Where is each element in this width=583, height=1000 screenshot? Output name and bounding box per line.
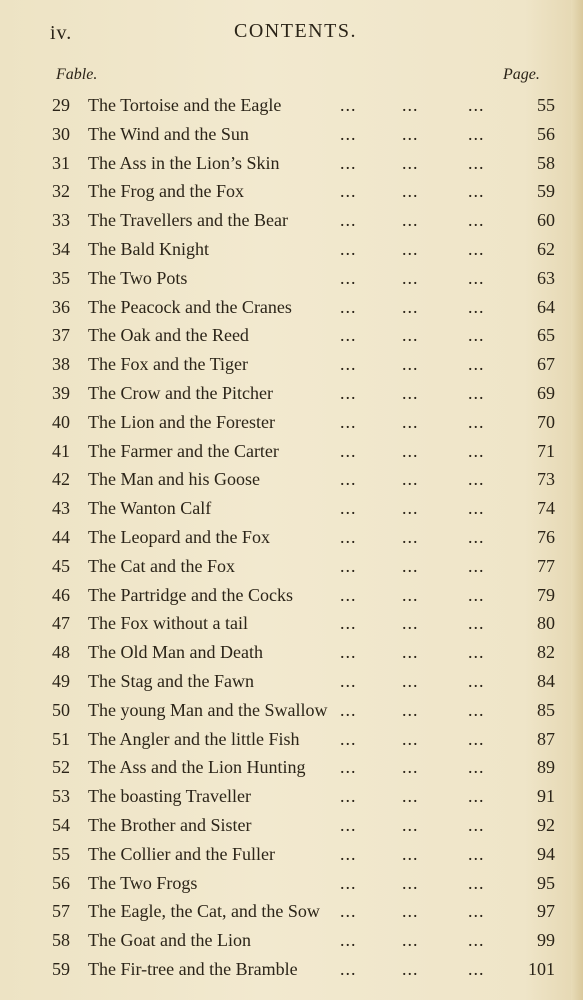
dot-leader: ... (468, 757, 485, 778)
running-title: CONTENTS. (234, 20, 357, 42)
dot-leader: ... (402, 411, 419, 432)
dot-leader: ... (402, 872, 419, 893)
fable-number: 40 (52, 411, 70, 432)
dot-leader: ... (402, 382, 419, 403)
contents-entry (0, 552, 583, 581)
fable-number: 44 (52, 526, 70, 547)
dot-leader: ... (340, 555, 357, 576)
contents-entry (0, 206, 583, 235)
page-reference: 74 (537, 498, 555, 519)
dot-leader: ... (468, 267, 485, 288)
fable-title: The Brother and Sister (88, 814, 252, 835)
dot-leader: ... (340, 843, 357, 864)
contents-entry (0, 581, 583, 610)
dot-leader: ... (402, 238, 419, 259)
dot-leader: ... (402, 498, 419, 519)
dot-leader: ... (468, 181, 485, 202)
dot-leader: ... (468, 469, 485, 490)
page-reference: 94 (537, 843, 555, 864)
fable-title: The Goat and the Lion (88, 930, 251, 951)
fable-number: 46 (52, 584, 70, 605)
contents-entry (0, 840, 583, 869)
dot-leader: ... (402, 325, 419, 346)
dot-leader: ... (402, 728, 419, 749)
contents-entry (0, 811, 583, 840)
fable-number: 30 (52, 123, 70, 144)
fable-title: The Ass and the Lion Hunting (88, 757, 306, 778)
dot-leader: ... (468, 123, 485, 144)
dot-leader: ... (340, 123, 357, 144)
dot-leader: ... (340, 526, 357, 547)
fable-number: 37 (52, 325, 70, 346)
dot-leader: ... (340, 642, 357, 663)
fable-number: 47 (52, 613, 70, 634)
dot-leader: ... (468, 699, 485, 720)
contents-entry (0, 696, 583, 725)
dot-leader: ... (340, 670, 357, 691)
page-number: iv. (50, 22, 73, 44)
fable-number: 52 (52, 757, 70, 778)
dot-leader: ... (340, 469, 357, 490)
page-reference: 55 (537, 95, 555, 115)
dot-leader: ... (340, 814, 357, 835)
dot-leader: ... (468, 613, 485, 634)
fable-title: The Lion and the Forester (88, 411, 275, 432)
dot-leader: ... (468, 296, 485, 317)
fable-title: The Fox without a tail (88, 613, 248, 634)
fable-number: 42 (52, 469, 70, 490)
contents-entry (0, 149, 583, 178)
dot-leader: ... (340, 296, 357, 317)
dot-leader: ... (402, 296, 419, 317)
contents-entry (0, 177, 583, 206)
page-reference: 79 (537, 584, 555, 605)
fable-number: 51 (52, 728, 70, 749)
dot-leader: ... (468, 325, 485, 346)
fable-title: The Bald Knight (88, 238, 209, 259)
fable-number: 34 (52, 238, 70, 259)
dot-leader: ... (340, 498, 357, 519)
fable-number: 53 (52, 786, 70, 807)
fable-title: The Two Frogs (88, 872, 198, 893)
fable-number: 48 (52, 642, 70, 663)
fable-title: The Tortoise and the Eagle (88, 95, 282, 115)
dot-leader: ... (402, 786, 419, 807)
dot-leader: ... (402, 152, 419, 173)
fable-number: 41 (52, 440, 70, 461)
dot-leader: ... (468, 440, 485, 461)
dot-leader: ... (340, 786, 357, 807)
fable-number: 43 (52, 498, 70, 519)
dot-leader: ... (340, 95, 357, 115)
dot-leader: ... (340, 901, 357, 922)
page-column-header: Page. (503, 66, 540, 83)
contents-entry (0, 465, 583, 494)
dot-leader: ... (468, 814, 485, 835)
contents-entry (0, 897, 583, 926)
fable-title: The Two Pots (88, 267, 188, 288)
page-reference: 70 (537, 411, 555, 432)
contents-entry (0, 782, 583, 811)
contents-entry (0, 264, 583, 293)
dot-leader: ... (340, 152, 357, 173)
contents-entry (0, 321, 583, 350)
dot-leader: ... (402, 95, 419, 115)
fable-title: The Oak and the Reed (88, 325, 249, 346)
dot-leader: ... (402, 958, 419, 979)
page-reference: 85 (537, 699, 555, 720)
page-reference: 101 (528, 958, 555, 979)
dot-leader: ... (340, 181, 357, 202)
page-reference: 97 (537, 901, 555, 922)
fable-title: The Man and his Goose (88, 469, 260, 490)
fable-title: The Frog and the Fox (88, 181, 244, 202)
fable-number: 57 (52, 901, 70, 922)
dot-leader: ... (468, 728, 485, 749)
page-reference: 80 (537, 613, 555, 634)
dot-leader: ... (340, 757, 357, 778)
contents-entry (0, 91, 583, 120)
contents-entry (0, 955, 583, 984)
dot-leader: ... (468, 238, 485, 259)
dot-leader: ... (402, 613, 419, 634)
page-reference: 76 (537, 526, 555, 547)
dot-leader: ... (468, 354, 485, 375)
fable-number: 58 (52, 930, 70, 951)
dot-leader: ... (468, 930, 485, 951)
dot-leader: ... (468, 526, 485, 547)
dot-leader: ... (468, 843, 485, 864)
fable-title: The Crow and the Pitcher (88, 382, 273, 403)
dot-leader: ... (468, 95, 485, 115)
fable-title: The Farmer and the Carter (88, 440, 279, 461)
dot-leader: ... (468, 642, 485, 663)
page-reference: 89 (537, 757, 555, 778)
contents-list (0, 91, 583, 984)
contents-entry (0, 667, 583, 696)
dot-leader: ... (468, 670, 485, 691)
dot-leader: ... (468, 786, 485, 807)
page-reference: 95 (537, 872, 555, 893)
page-reference: 69 (537, 382, 555, 403)
dot-leader: ... (340, 872, 357, 893)
fable-title: The Travellers and the Bear (88, 210, 288, 231)
contents-entry (0, 293, 583, 322)
dot-leader: ... (402, 757, 419, 778)
fable-number: 50 (52, 699, 70, 720)
dot-leader: ... (468, 555, 485, 576)
contents-entry (0, 494, 583, 523)
page-reference: 63 (537, 267, 555, 288)
contents-entry (0, 120, 583, 149)
dot-leader: ... (402, 267, 419, 288)
contents-entry (0, 437, 583, 466)
fable-title: The Eagle, the Cat, and the Sow (88, 901, 320, 922)
page-reference: 71 (537, 440, 555, 461)
dot-leader: ... (402, 469, 419, 490)
contents-entry (0, 408, 583, 437)
page-reference: 73 (537, 469, 555, 490)
dot-leader: ... (468, 152, 485, 173)
fable-title: The Fir-tree and the Bramble (88, 958, 298, 979)
fable-title: The Wanton Calf (88, 498, 212, 519)
fable-title: The Leopard and the Fox (88, 526, 270, 547)
page-reference: 77 (537, 555, 555, 576)
dot-leader: ... (340, 440, 357, 461)
fable-title: The Stag and the Fawn (88, 670, 254, 691)
contents-entry (0, 869, 583, 898)
dot-leader: ... (402, 440, 419, 461)
contents-entry (0, 725, 583, 754)
dot-leader: ... (402, 642, 419, 663)
dot-leader: ... (468, 872, 485, 893)
fable-number: 36 (52, 296, 70, 317)
fable-number: 38 (52, 354, 70, 375)
dot-leader: ... (468, 958, 485, 979)
dot-leader: ... (340, 411, 357, 432)
dot-leader: ... (402, 210, 419, 231)
page-reference: 60 (537, 210, 555, 231)
page-reference: 84 (537, 670, 555, 691)
page-reference: 87 (537, 728, 555, 749)
fable-number: 31 (52, 152, 70, 173)
fable-title: The Ass in the Lion’s Skin (88, 152, 280, 173)
page-reference: 58 (537, 152, 555, 173)
dot-leader: ... (340, 238, 357, 259)
fable-number: 33 (52, 210, 70, 231)
fable-number: 29 (52, 95, 70, 115)
page-reference: 62 (537, 238, 555, 259)
dot-leader: ... (340, 210, 357, 231)
dot-leader: ... (402, 526, 419, 547)
dot-leader: ... (402, 930, 419, 951)
dot-leader: ... (402, 584, 419, 605)
fable-title: The young Man and the Swallow (88, 699, 328, 720)
page-reference: 82 (537, 642, 555, 663)
dot-leader: ... (402, 843, 419, 864)
contents-entry (0, 523, 583, 552)
dot-leader: ... (468, 498, 485, 519)
dot-leader: ... (340, 354, 357, 375)
page-reference: 99 (537, 930, 555, 951)
dot-leader: ... (402, 555, 419, 576)
fable-title: The Old Man and Death (88, 642, 263, 663)
dot-leader: ... (340, 382, 357, 403)
contents-entry (0, 926, 583, 955)
dot-leader: ... (340, 930, 357, 951)
dot-leader: ... (340, 325, 357, 346)
fable-number: 56 (52, 872, 70, 893)
fable-number: 45 (52, 555, 70, 576)
dot-leader: ... (468, 411, 485, 432)
fable-title: The Cat and the Fox (88, 555, 235, 576)
page-reference: 64 (537, 296, 555, 317)
contents-entry (0, 235, 583, 264)
page-reference: 92 (537, 814, 555, 835)
dot-leader: ... (402, 670, 419, 691)
fable-number: 55 (52, 843, 70, 864)
dot-leader: ... (402, 181, 419, 202)
contents-entry (0, 638, 583, 667)
fable-title: The boasting Traveller (88, 786, 251, 807)
column-headers (0, 66, 583, 88)
fable-title: The Angler and the little Fish (88, 728, 300, 749)
page-reference: 56 (537, 123, 555, 144)
dot-leader: ... (340, 728, 357, 749)
dot-leader: ... (340, 699, 357, 720)
dot-leader: ... (402, 901, 419, 922)
fable-number: 59 (52, 958, 70, 979)
contents-entry (0, 350, 583, 379)
fable-number: 32 (52, 181, 70, 202)
contents-entry (0, 379, 583, 408)
contents-entry (0, 753, 583, 782)
fable-column-header: Fable. (56, 66, 98, 83)
dot-leader: ... (340, 267, 357, 288)
fable-number: 35 (52, 267, 70, 288)
page-reference: 67 (537, 354, 555, 375)
dot-leader: ... (340, 958, 357, 979)
dot-leader: ... (340, 584, 357, 605)
contents-entry (0, 609, 583, 638)
fable-title: The Fox and the Tiger (88, 354, 248, 375)
dot-leader: ... (402, 354, 419, 375)
fable-number: 39 (52, 382, 70, 403)
page-reference: 91 (537, 786, 555, 807)
dot-leader: ... (340, 613, 357, 634)
fable-title: The Partridge and the Cocks (88, 584, 293, 605)
dot-leader: ... (468, 584, 485, 605)
fable-title: The Wind and the Sun (88, 123, 249, 144)
dot-leader: ... (402, 123, 419, 144)
page-header (0, 18, 583, 48)
fable-number: 49 (52, 670, 70, 691)
dot-leader: ... (468, 901, 485, 922)
fable-title: The Peacock and the Cranes (88, 296, 292, 317)
dot-leader: ... (468, 382, 485, 403)
fable-number: 54 (52, 814, 70, 835)
page-reference: 59 (537, 181, 555, 202)
dot-leader: ... (468, 210, 485, 231)
fable-title: The Collier and the Fuller (88, 843, 275, 864)
dot-leader: ... (402, 699, 419, 720)
dot-leader: ... (402, 814, 419, 835)
page-reference: 65 (537, 325, 555, 346)
